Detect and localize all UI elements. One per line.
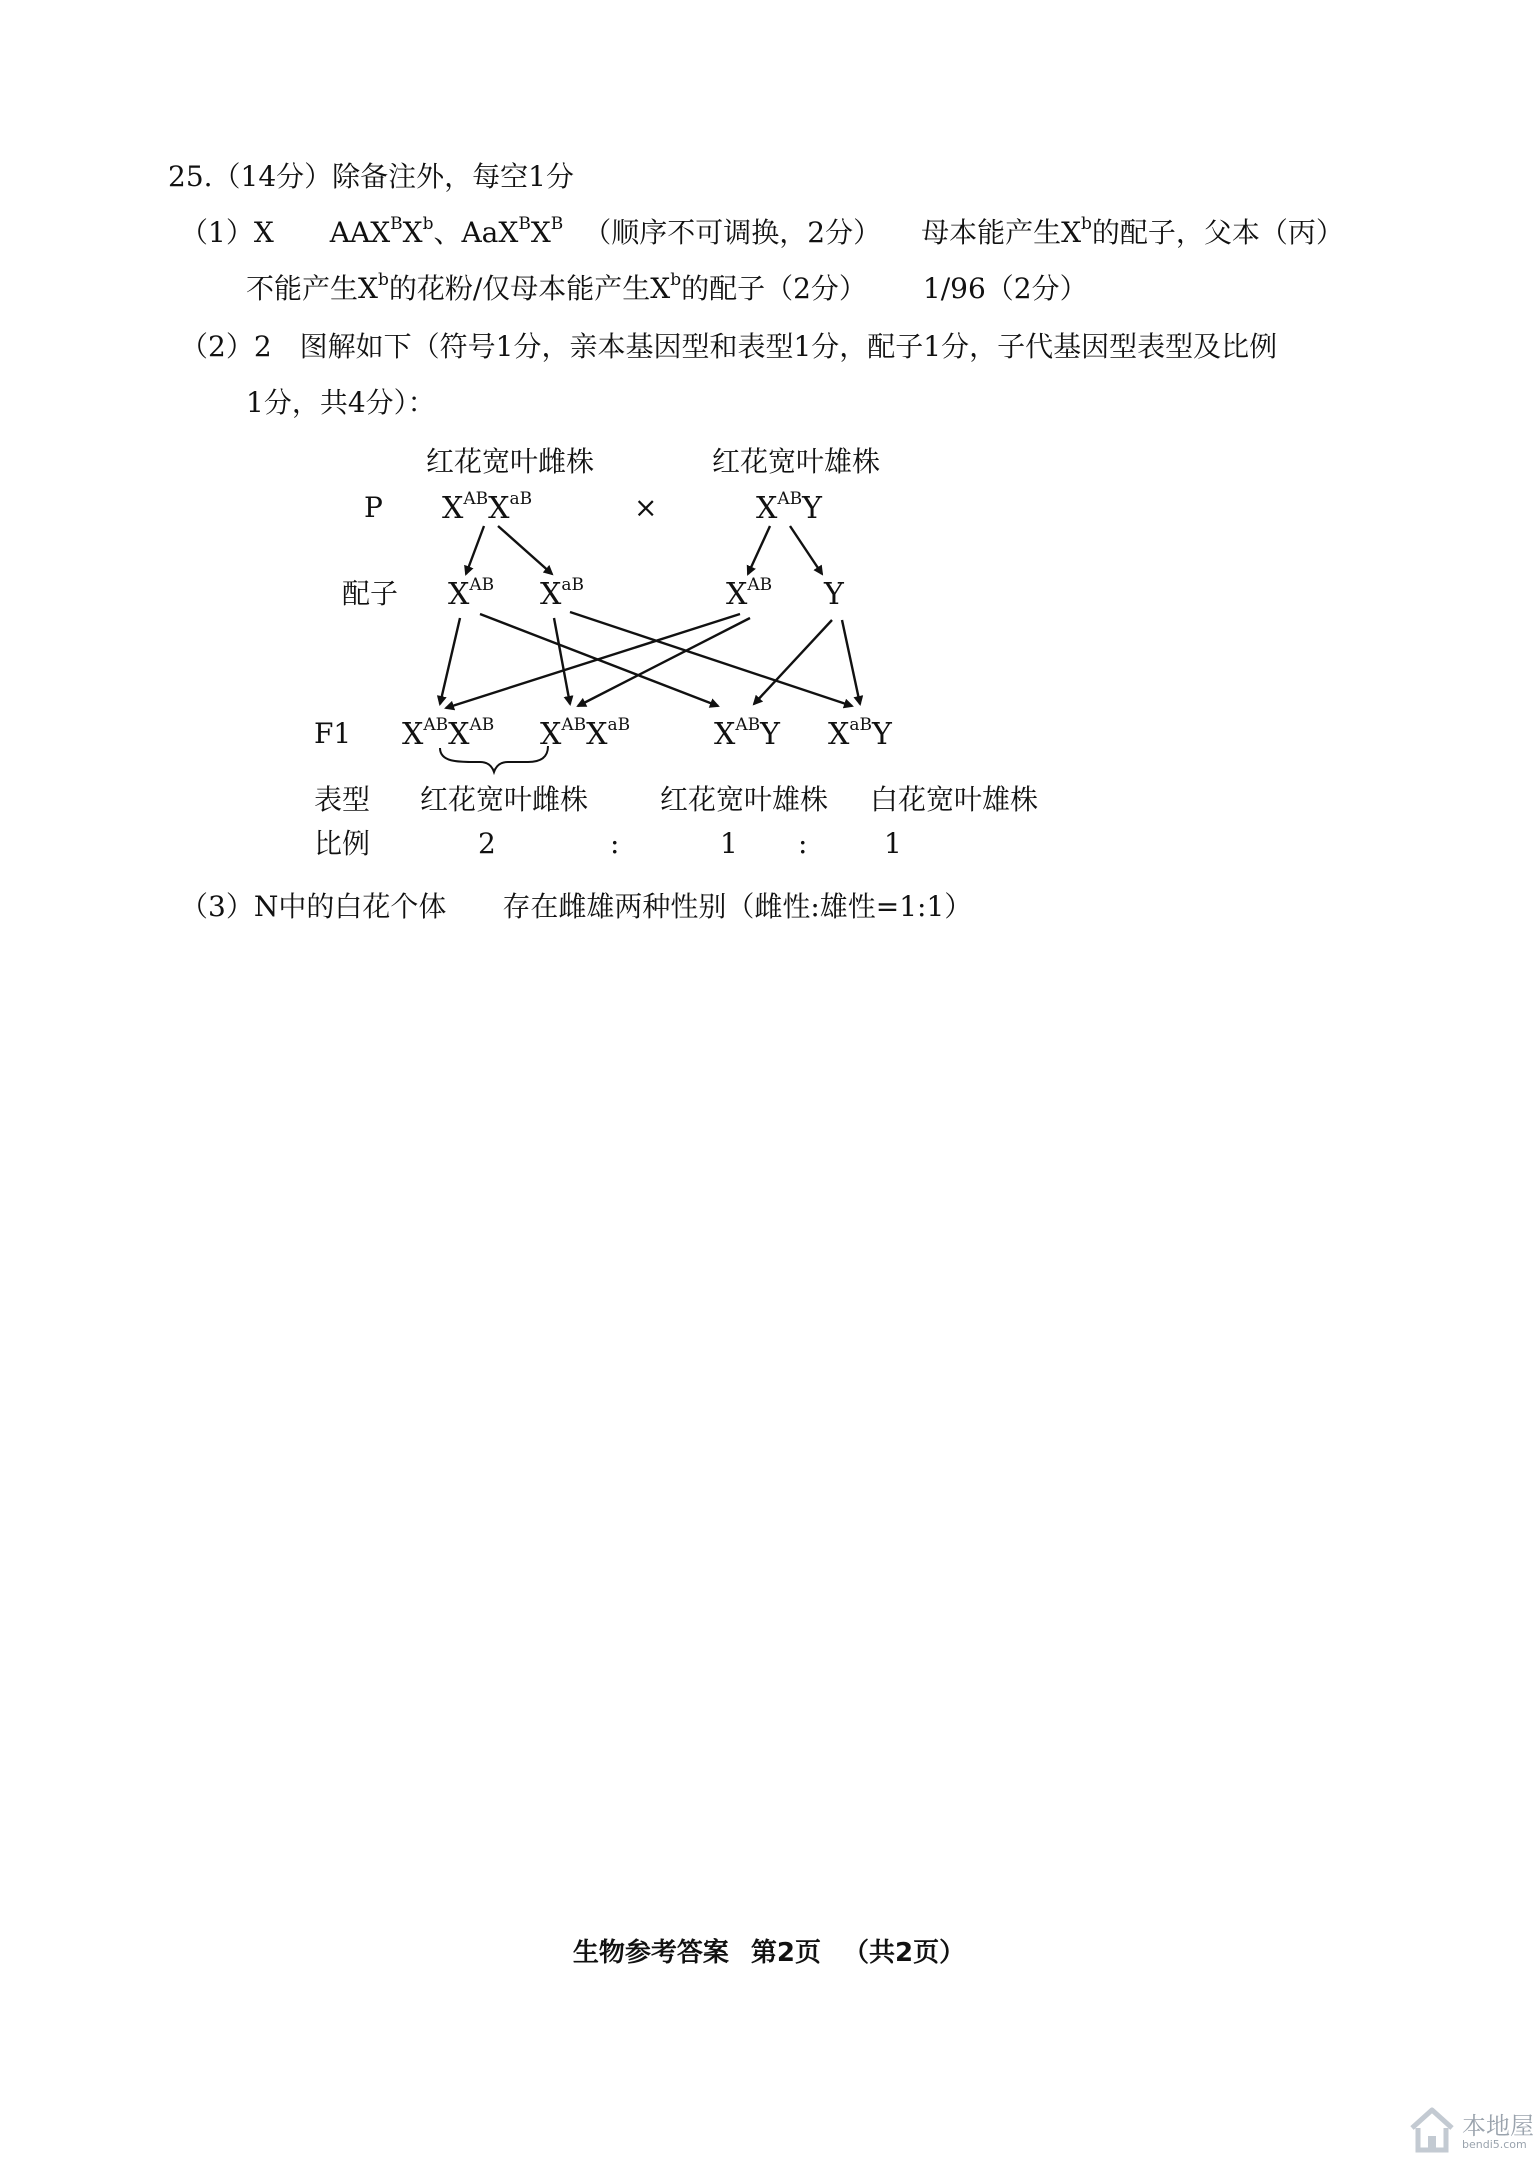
arrow-g3-to-f1-1 — [446, 614, 740, 708]
arrow-gy-to-f1-3 — [754, 620, 832, 704]
part1-line2: 不能产生$X^b$的花粉/仅母本能产生$X^b$的配子（2分） 1/96（2分） — [246, 270, 1088, 305]
question-header: 25.（14分）除备注外，每空1分 — [168, 160, 574, 193]
cross-symbol: × — [634, 491, 658, 524]
gamete-male-y: Y — [824, 577, 844, 612]
arrow-g2-to-f1-4 — [570, 612, 852, 706]
watermark — [1408, 2098, 1534, 2164]
f1-genotype-1: $X^{AB}X^{AB}$ — [402, 715, 495, 752]
arrow-p-male-to-gamete-1 — [748, 526, 770, 574]
genotype-answer: $AAX^BX^b$、$AaX^BX^B$ — [329, 214, 564, 249]
ratio-colon-1: : — [610, 827, 620, 860]
male-parent-phenotype: 红花宽叶雄株 — [712, 445, 881, 478]
offspring-phenotype-3: 白花宽叶雄株 — [870, 783, 1039, 816]
page-footer: 生物参考答案 第2页 （共2页） — [572, 1938, 966, 1968]
arrow-p-male-to-gamete-2 — [790, 526, 822, 574]
arrow-gy-to-f1-4 — [842, 620, 860, 704]
ratio-value-1: 2 — [478, 827, 496, 860]
offspring-phenotype-2: 红花宽叶雄株 — [660, 783, 829, 816]
female-offspring-brace — [440, 746, 548, 772]
part3-line: （3）N中的白花个体 存在雌雄两种性别（雌性:雄性=1:1） — [180, 890, 973, 923]
part2-line2: 1分，共4分）： — [246, 386, 436, 419]
ratio-value-3: 1 — [884, 827, 902, 860]
part1-line1: （1）X $AAX^BX^b$、$AaX^BX^B$ （顺序不可调换，2分） 母本能产生$X^b$的配子，父本（丙） — [180, 214, 1344, 249]
male-parent-genotype: $X^{AB}Y$ — [756, 489, 822, 526]
gamete-female-xab-recessive: $X^{aB}$ — [540, 575, 584, 612]
f1-genotype-2: $X^{AB}X^{aB}$ — [540, 715, 631, 752]
house-logo-icon — [1408, 2104, 1456, 2156]
female-parent-phenotype: 红花宽叶雌株 — [426, 445, 595, 478]
arrow-g1-to-f1-1 — [440, 618, 460, 704]
ratio-value-2: 1 — [720, 827, 738, 860]
row-label-phenotype: 表型 — [314, 783, 371, 816]
arrow-p-female-to-gamete-1 — [466, 526, 484, 574]
watermark-name: 本地屋 — [1462, 2112, 1534, 2140]
part2-line1: （2）2 图解如下（符号1分，亲本基因型和表型1分，配子1分，子代基因型表型及比例 — [180, 330, 1278, 363]
row-label-ratio: 比例 — [314, 827, 371, 860]
arrow-g2-to-f1-2 — [554, 618, 570, 704]
ratio-colon-2: : — [798, 827, 808, 860]
row-label-gamete: 配子 — [342, 577, 399, 610]
arrow-p-female-to-gamete-2 — [498, 526, 552, 574]
f1-genotype-3: $X^{AB}Y$ — [714, 715, 780, 752]
row-label-f1: F1 — [314, 717, 352, 750]
offspring-phenotype-1: 红花宽叶雌株 — [420, 783, 589, 816]
gamete-female-xab: $X^{AB}$ — [448, 575, 495, 612]
cross-arrows — [0, 0, 1538, 900]
f1-genotype-4: $X^{aB}Y$ — [828, 715, 892, 752]
watermark-url: bendi5.com — [1462, 2138, 1527, 2151]
gamete-male-xab: $X^{AB}$ — [726, 575, 773, 612]
row-label-p: P — [364, 491, 383, 524]
female-parent-genotype: $X^{AB}X^{aB}$ — [442, 489, 533, 526]
probability-answer: 1/96（2分） — [922, 272, 1088, 305]
